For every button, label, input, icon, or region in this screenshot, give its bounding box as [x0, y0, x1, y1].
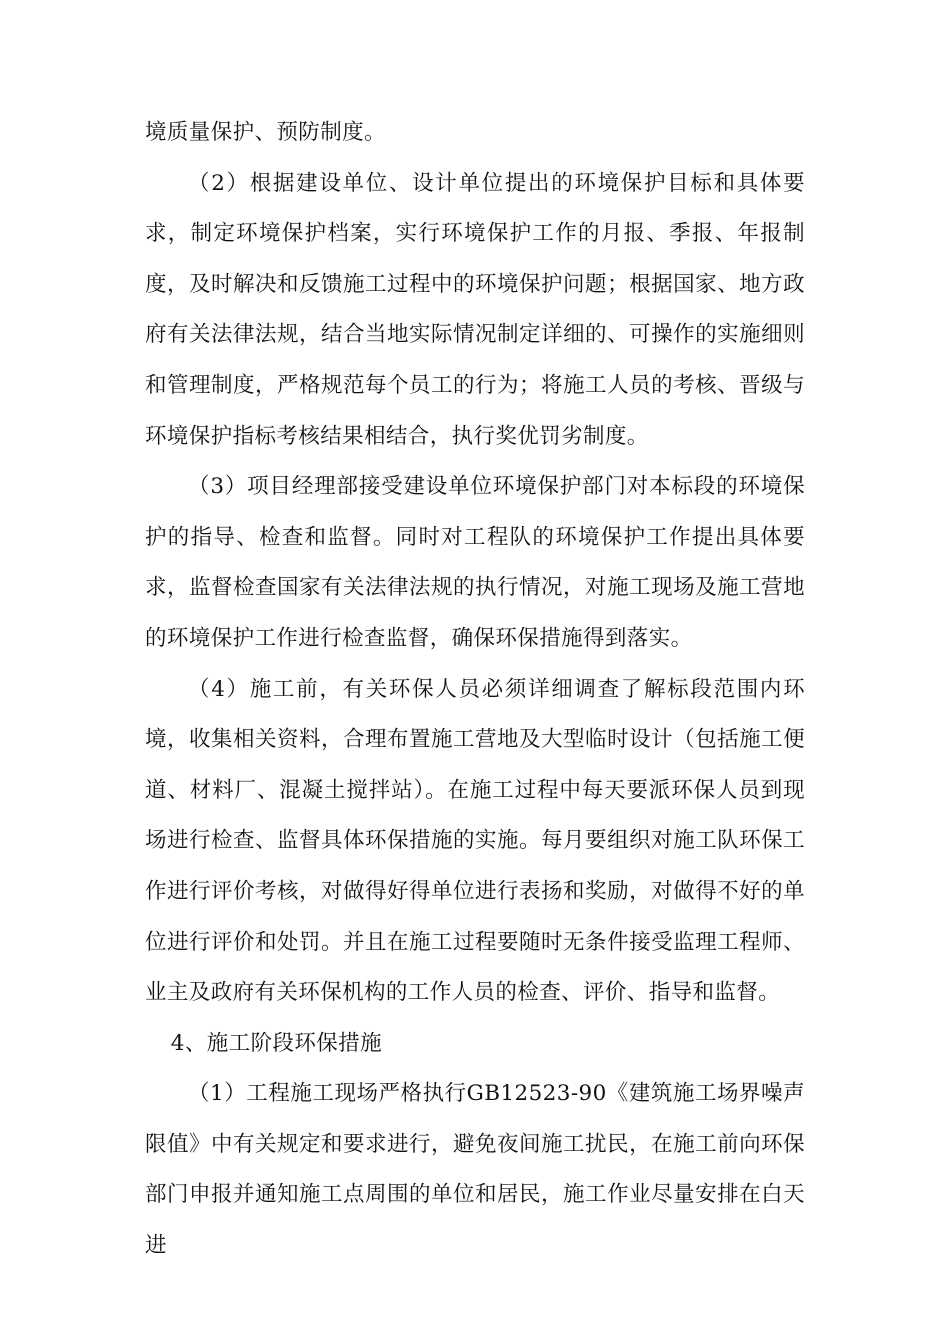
paragraph-continuation: 境质量保护、预防制度。 [145, 120, 386, 145]
section-heading: 4、施工阶段环保措施 [170, 1030, 382, 1056]
paragraph-item-1: （1）工程施工现场严格执行GB12523-90《建筑施工场界噪声限值》中有关规定和要求进行，避免夜间施工扰民，在施工前向环保部门申报并通知施工点周围的单位和居民，施工作业尽量安排在白天进 [145, 1081, 805, 1259]
paragraph-item-4: （4）施工前，有关环保人员必须详细调查了解标段范围内环境，收集相关资料，合理布置施工营地及大型临时设计（包括施工便道、材料厂、混凝土搅拌站）。在施工过程中每天要派环保人员到现场进行检查、监督具体环保措施的实施。每月要组织对施工队环保工作进行评价考核，对做得好得单位进行表扬和奖励，对做得不好的单位进行评价和处罚。并且在施工过程要随时无条件接受监理工程师、业主及政府有关环保机构的工作人员的检查、评价、指导和监督。 [145, 676, 805, 1006]
paragraph-item-2: （2）根据建设单位、设计单位提出的环境保护目标和具体要求，制定环境保护档案，实行环境保护工作的月报、季报、年报制度，及时解决和反馈施工过程中的环境保护问题；根据国家、地方政府有关法律法规，结合当地实际情况制定详细的、可操作的实施细则和管理制度，严格规范每个员工的行为；将施工人员的考核、晋级与环境保护指标考核结果相结合，执行奖优罚劣制度。 [145, 170, 805, 449]
paragraph-item-3: （3）项目经理部接受建设单位环境保护部门对本标段的环境保护的指导、检查和监督。同时对工程队的环境保护工作提出具体要求，监督检查国家有关法律法规的执行情况，对施工现场及施工营地的环境保护工作进行检查监督，确保环保措施得到落实。 [145, 474, 805, 651]
document-body [145, 108, 805, 1272]
